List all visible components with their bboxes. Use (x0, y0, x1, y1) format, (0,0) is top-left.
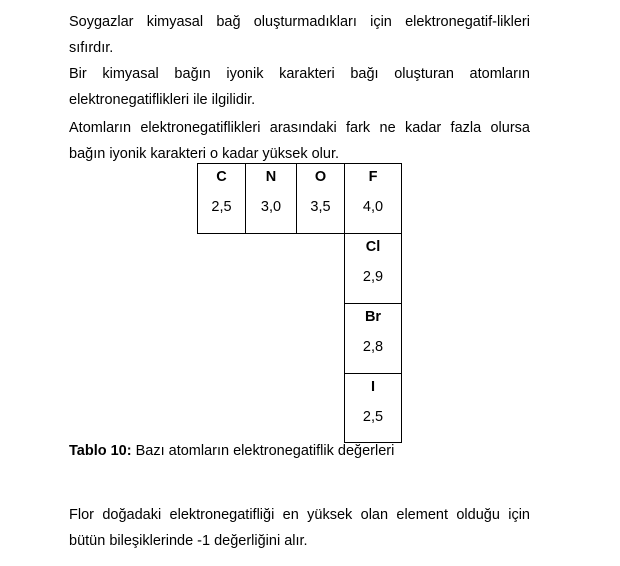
table-cell-f (344, 163, 402, 234)
paragraph-electronegativity-difference: Atomların elektronegatiflikleri arasındaki fark ne kadar fazla olursa bağın iyonik karakteri o kadar yüksek olur. (69, 120, 530, 162)
element-symbol: O (314, 169, 327, 185)
element-symbol: C (216, 169, 227, 185)
element-symbol: Cl (365, 239, 381, 255)
caption-text: Bazı atomların elektronegatiflik değerleri (131, 443, 395, 459)
table-cell-o (296, 163, 345, 234)
electronegativity-value: 2,8 (362, 339, 384, 355)
table-caption (69, 441, 394, 461)
paragraph-noble-gases: Soygazlar kimyasal bağ oluşturmadıkları için elektronegatif-likleri sıfırdır. (69, 14, 530, 56)
element-symbol: F (368, 169, 378, 185)
electronegativity-value: 2,5 (211, 199, 232, 215)
paragraph-ionic-character: Bir kimyasal bağın iyonik karakteri bağı oluşturan atomların elektronegatiflikleri ile ilgilidir. (69, 66, 530, 108)
table-cell-n (245, 163, 297, 234)
electronegativity-value: 2,5 (362, 409, 384, 425)
electronegativity-value: 4,0 (362, 199, 384, 215)
element-symbol: I (370, 379, 376, 395)
paragraph-fluorine: Flor doğadaki elektronegatifliği en yüksek olan element olduğu için bütün bileşiklerinde -1 değerliğini alır. (69, 507, 530, 549)
electronegativity-value: 3,5 (310, 199, 331, 215)
table-cell-cl (344, 233, 402, 304)
element-symbol: Br (364, 309, 382, 325)
table-cell-br (344, 303, 402, 374)
element-symbol: N (265, 169, 277, 185)
electronegativity-value: 3,0 (260, 199, 282, 215)
table-cell-i (344, 373, 402, 443)
table-cell-c (197, 163, 246, 234)
caption-label: Tablo 10: (69, 443, 132, 459)
electronegativity-value: 2,9 (362, 269, 384, 285)
